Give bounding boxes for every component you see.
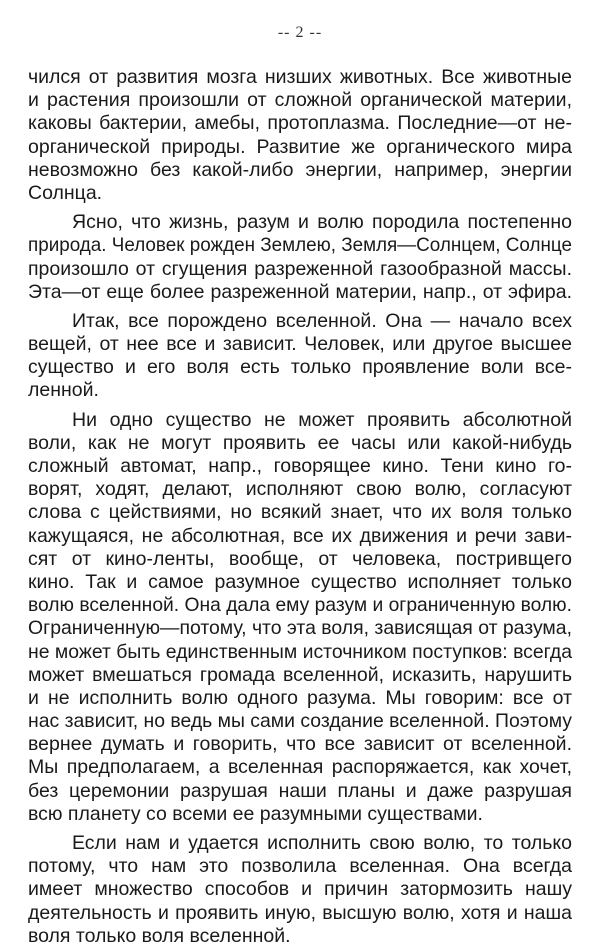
- text-line: чился от развития мозга низших животных. Все животные: [28, 66, 572, 88]
- text-line: деятельность и проявить иную, высшую волю, хотя и наша: [28, 901, 572, 924]
- text-line: воля только воля вселенной.: [28, 924, 291, 947]
- paragraph-5: [28, 832, 572, 948]
- text-line: Ни одно существо не может проявить абсолютной: [72, 408, 572, 431]
- text-line: сложный автомат, напр., говорящее кино. Тени кино го-: [28, 455, 572, 477]
- text-line: Эта—от еще более разреженной материи, напр., от эфира.: [28, 280, 572, 303]
- text-line: органической природы. Развитие же органического мира: [28, 135, 572, 158]
- text-line: Если нам и удается исполнить свою волю, то только: [72, 832, 572, 854]
- text-line: Ясно, что жизнь, разум и волю породила постепенно: [72, 211, 572, 234]
- text-line: Мы предполагаем, а вселенная распоряжается, как хочет,: [28, 756, 572, 779]
- text-line: нас зависит, но ведь мы сами создание вселенной. Поэтому: [28, 710, 572, 733]
- text-line: невозможно без какой-либо энергии, например, энергии: [28, 158, 572, 181]
- text-line: кино. Так и самое разумное существо исполняет только: [28, 570, 572, 593]
- text-line: кажущаяся, не абсолютная, все их движения и речи зави-: [28, 524, 572, 547]
- text-line: всю планету со всеми ее разумными существами.: [28, 802, 483, 825]
- text-line: Солнца.: [28, 181, 103, 204]
- text-line: волю вселенной. Она дала ему разум и ограниченную волю.: [28, 594, 572, 617]
- text-line: и не исполнить волю одного разума. Мы говорим: все от: [28, 686, 572, 709]
- text-line: сят от кино-ленты, вообще, от человека, постривщего: [28, 547, 572, 570]
- text-line: ворят, ходят, делают, исполняют свою волю, согласуют: [28, 478, 572, 501]
- text-line: без церемонии разрушая наши планы и даже разрушая: [28, 779, 572, 802]
- text-line: вернее думать и говорить, что все зависит от вселенной.: [28, 733, 572, 756]
- text-line: вещей, от нее все и зависит. Человек, или другое высшее: [28, 333, 572, 356]
- page-number: -- 2 --: [277, 24, 323, 41]
- paragraph-1: [28, 66, 572, 205]
- text-line: Итак, все порождено вселенной. Она — начало всех: [72, 309, 572, 332]
- text-line: каковы бактерии, амебы, протоплазма. Последние—от не-: [28, 112, 572, 135]
- text-line: слова с цействиями, но всякий знает, что их воля только: [28, 501, 572, 524]
- text-line: Ограниченную—потому, что эта воля, зависящая от разума,: [28, 617, 572, 640]
- paragraph-4: [28, 409, 572, 826]
- text-line: может вмешаться громада вселенной, исказить, нарушить: [28, 663, 572, 686]
- text-line: ленной.: [28, 379, 99, 402]
- text-line: и растения произошли от сложной органической материи,: [28, 89, 572, 112]
- text-line: не может быть единственным источником поступков: всегда: [28, 640, 573, 663]
- text-line: произошло от сгущения разреженной газообразной массы.: [28, 257, 572, 280]
- text-line: воли, как не могут проявить ее часы или какой-нибудь: [28, 431, 572, 454]
- body-text: [28, 66, 572, 948]
- text-line: природа. Человек рожден Землею, Земля—Солнцем, Солнце: [28, 234, 572, 257]
- paragraph-2: [28, 211, 572, 304]
- text-line: потому, что нам это позволила вселенная. Она всегда: [28, 855, 572, 878]
- text-line: существо и его воля есть только проявление воли все-: [28, 356, 572, 379]
- text-line: имеет множество способов и причин затормозить нашу: [28, 878, 572, 901]
- paragraph-3: [28, 310, 572, 403]
